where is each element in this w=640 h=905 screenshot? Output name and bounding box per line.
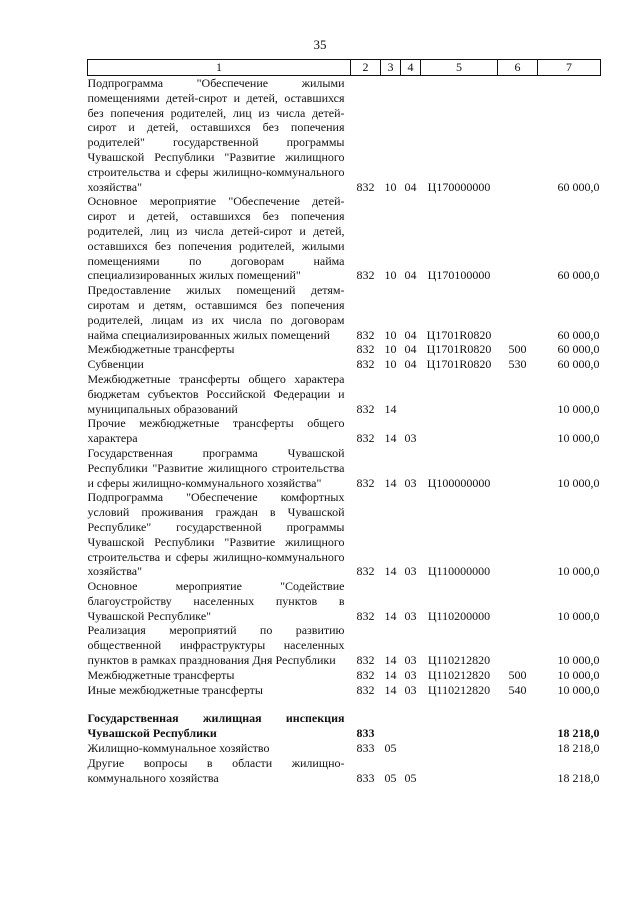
- row-section-code: 14: [384, 401, 397, 416]
- header-col-5: 5: [421, 60, 498, 76]
- row-ministry-code: 832: [356, 475, 375, 490]
- row-section-code: 14: [384, 431, 397, 446]
- row-expense-type: [498, 756, 538, 786]
- row-expense-type: [498, 446, 538, 490]
- row-target-code: Ц110000000: [427, 564, 491, 579]
- table-row: [88, 76, 601, 195]
- row-name: Реализация мероприятий по развитию общественной инфраструктуры населенных пунктов в рамках празднования Дня Республики: [87, 623, 345, 668]
- row-target-code: Ц110200000: [427, 608, 491, 623]
- row-subsection-code: [401, 372, 421, 416]
- row-target-code: [421, 372, 498, 416]
- row-target-code: Ц170000000: [427, 179, 491, 194]
- table-row: [88, 683, 601, 698]
- row-name: Предоставление жилых помещений детям-сиротам и детям, оставшимся без попечения родителей, лицам из их числа по договорам найма специализированных жилых помещений: [87, 283, 345, 342]
- row-subsection-code: [401, 711, 421, 741]
- table-row: [88, 756, 601, 786]
- row-name: Подпрограмма "Обеспечение жилыми помещениями детей-сирот и детей, оставшихся без попечения родителей, лиц из числа детей-сирот и детей, оставшихся без попечения родителей" государственной программы Чувашской Республики "Развитие жилищного строительства и сферы жилищно-коммунального хозяйства": [87, 76, 345, 194]
- row-name: Основное мероприятие "Содействие благоустройству населенных пунктов в Чувашской Республике": [87, 579, 345, 623]
- row-section-code: 05: [384, 741, 397, 756]
- row-target-code: Ц1701R0820: [426, 342, 492, 357]
- row-subsection-code: 04: [404, 327, 417, 342]
- table-row: [88, 623, 601, 667]
- row-section-code: 05: [384, 770, 397, 785]
- row-ministry-code: 832: [356, 682, 375, 697]
- row-amount: 10 000,0: [557, 682, 600, 697]
- row-expense-type: [498, 283, 538, 342]
- row-section-code: 10: [384, 357, 397, 372]
- page-number: 35: [313, 37, 327, 52]
- row-amount: 10 000,0: [557, 608, 600, 623]
- row-amount: 60 000,0: [557, 327, 600, 342]
- header-col-2: 2: [351, 60, 381, 76]
- row-section-code: 14: [384, 608, 397, 623]
- header-row: [88, 60, 601, 76]
- row-subsection-code: 04: [404, 179, 417, 194]
- row-amount: 10 000,0: [557, 564, 600, 579]
- table-row: [88, 357, 601, 372]
- table-row: [88, 668, 601, 683]
- row-subsection-code: 03: [404, 564, 417, 579]
- table-row: [88, 194, 601, 283]
- row-name: Подпрограмма "Обеспечение комфортных условий проживания граждан в Чувашской Республике" государственной программы Чувашской Республики "Развитие жилищного строительства и сферы жилищно-коммунального хозяйства": [87, 490, 345, 579]
- table-row: [88, 490, 601, 579]
- row-expense-type: [498, 76, 538, 195]
- header-col-3: 3: [381, 60, 401, 76]
- row-subsection-code: 03: [404, 608, 417, 623]
- row-amount: 60 000,0: [557, 342, 600, 357]
- table-body: [88, 76, 601, 786]
- row-ministry-code: 832: [356, 179, 375, 194]
- row-ministry-code: 832: [356, 431, 375, 446]
- row-subsection-code: 03: [404, 653, 417, 668]
- row-subsection-code: 03: [404, 431, 417, 446]
- row-amount: 10 000,0: [557, 475, 600, 490]
- row-name: Государственная жилищная инспекция Чувашской Республики: [87, 711, 345, 741]
- row-expense-type: 540: [508, 682, 527, 697]
- table-row: [88, 342, 601, 357]
- header-col-7: 7: [538, 60, 601, 76]
- row-name: Государственная программа Чувашской Республики "Развитие жилищного строительства и сферы жилищно-коммунального хозяйства": [87, 445, 345, 490]
- row-section-code: 10: [384, 342, 397, 357]
- row-expense-type: [498, 490, 538, 579]
- row-section-code: 14: [384, 475, 397, 490]
- header-col-4: 4: [401, 60, 421, 76]
- row-subsection-code: 04: [404, 268, 417, 283]
- table-row: [88, 416, 601, 446]
- row-expense-type: [498, 372, 538, 416]
- row-section-code: 14: [384, 682, 397, 697]
- row-ministry-code: 832: [356, 653, 375, 668]
- row-section-code: 14: [384, 653, 397, 668]
- row-target-code: Ц110212820: [427, 682, 491, 697]
- row-target-code: Ц1701R0820: [426, 357, 492, 372]
- table-row: [88, 446, 601, 490]
- table-row: [88, 579, 601, 623]
- row-expense-type: 530: [508, 357, 527, 372]
- row-name: Жилищно-коммунальное хозяйство: [87, 741, 270, 756]
- row-name: Межбюджетные трансферты: [87, 667, 235, 682]
- row-name: Другие вопросы в области жилищно-коммунального хозяйства: [87, 755, 345, 785]
- row-section-code: 10: [384, 268, 397, 283]
- table-row: [88, 283, 601, 342]
- row-amount: 60 000,0: [557, 268, 600, 283]
- row-target-code: Ц170100000: [427, 268, 491, 283]
- row-ministry-code: 832: [356, 564, 375, 579]
- row-amount: 10 000,0: [557, 667, 600, 682]
- row-name: Иные межбюджетные трансферты: [87, 682, 263, 697]
- row-name: Межбюджетные трансферты: [87, 342, 235, 357]
- row-amount: 18 218,0: [557, 726, 600, 741]
- row-name: Основное мероприятие "Обеспечение детей-сирот и детей, оставшихся без попечения родителей, лиц из числа детей-сирот и детей, оставшихся без попечения родителей, жилыми помещениями по договорам найма специализированных жилых помещений": [87, 194, 345, 283]
- row-amount: 18 218,0: [557, 741, 600, 756]
- row-subsection-code: [401, 741, 421, 756]
- row-expense-type: [498, 579, 538, 623]
- row-name: Прочие межбюджетные трансферты общего характера: [87, 416, 345, 446]
- row-target-code: [421, 756, 498, 786]
- row-subsection-code: 04: [404, 357, 417, 372]
- table-header: [88, 60, 601, 76]
- row-ministry-code: 832: [356, 401, 375, 416]
- row-target-code: Ц1701R0820: [426, 327, 492, 342]
- budget-table: [87, 59, 601, 785]
- row-ministry-code: 833: [356, 726, 375, 741]
- row-target-code: [421, 741, 498, 756]
- row-ministry-code: 833: [356, 741, 375, 756]
- row-expense-type: [498, 194, 538, 283]
- row-section-code: [381, 711, 401, 741]
- row-name: Субвенции: [87, 357, 144, 372]
- row-ministry-code: 832: [356, 357, 375, 372]
- row-expense-type: [498, 623, 538, 667]
- row-amount: 10 000,0: [557, 653, 600, 668]
- row-target-code: Ц110212820: [427, 667, 491, 682]
- row-subsection-code: 04: [404, 342, 417, 357]
- row-amount: 10 000,0: [557, 401, 600, 416]
- spacer-cell: [88, 697, 601, 711]
- row-subsection-code: 03: [404, 682, 417, 697]
- row-expense-type: 500: [508, 667, 527, 682]
- row-ministry-code: 832: [356, 667, 375, 682]
- row-target-code: Ц100000000: [427, 475, 491, 490]
- row-ministry-code: 832: [356, 327, 375, 342]
- header-col-1: 1: [88, 60, 351, 76]
- row-expense-type: [498, 711, 538, 741]
- row-amount: 18 218,0: [557, 770, 600, 785]
- row-section-code: 10: [384, 179, 397, 194]
- row-subsection-code: 03: [404, 475, 417, 490]
- row-subsection-code: 05: [404, 770, 417, 785]
- row-ministry-code: 832: [356, 608, 375, 623]
- spacer-row: [88, 697, 601, 711]
- row-target-code: Ц110212820: [427, 653, 491, 668]
- row-ministry-code: 833: [356, 770, 375, 785]
- row-expense-type: [498, 741, 538, 756]
- header-col-6: 6: [498, 60, 538, 76]
- row-subsection-code: 03: [404, 667, 417, 682]
- row-target-code: [421, 711, 498, 741]
- row-name: Межбюджетные трансферты общего характера бюджетам субъектов Российской Федерации и муниципальных образований: [87, 371, 345, 416]
- table-row: [88, 372, 601, 416]
- row-section-code: 10: [384, 327, 397, 342]
- row-amount: 60 000,0: [557, 357, 600, 372]
- row-section-code: 14: [384, 667, 397, 682]
- row-section-code: 14: [384, 564, 397, 579]
- table-row: [88, 741, 601, 756]
- row-amount: 10 000,0: [557, 431, 600, 446]
- row-target-code: [421, 416, 498, 446]
- table-row: [88, 711, 601, 741]
- row-ministry-code: 832: [356, 268, 375, 283]
- row-ministry-code: 832: [356, 342, 375, 357]
- row-expense-type: [498, 416, 538, 446]
- row-expense-type: 500: [508, 342, 527, 357]
- row-amount: 60 000,0: [557, 179, 600, 194]
